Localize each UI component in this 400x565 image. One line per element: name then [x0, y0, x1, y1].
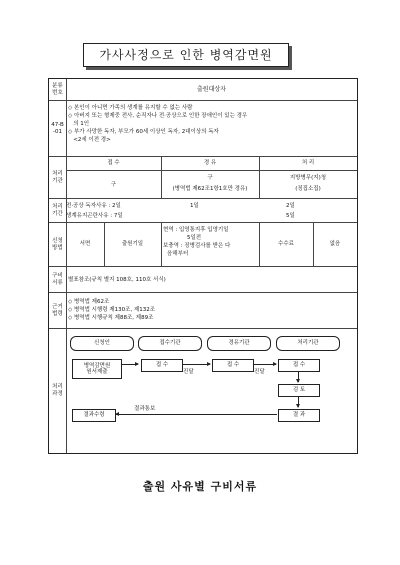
agency-via-note: (병역법 제62조1항1호만 경유) [172, 185, 248, 192]
process-header-receiver: 접수기관 [138, 336, 202, 351]
process-row [49, 329, 357, 453]
process-forward-label: 진달 [183, 369, 194, 375]
documents-row [49, 267, 357, 293]
legal-item: ◇ 병역법 시행령 제130조, 제132조 [68, 307, 156, 313]
period-label: 처리 기간 [49, 199, 67, 222]
period-proc: 5일 [286, 213, 295, 219]
applicant-heading: 출원대상자 [197, 86, 226, 93]
method-detail: 현역 : 입영통지후 입영기일 [163, 227, 229, 233]
page-title: 가사사정으로 인한 병역감면원 [83, 43, 289, 67]
process-result: 결 과 [278, 409, 320, 422]
process-proc-receive: 접 수 [278, 359, 320, 372]
process-header-via: 경유기관 [207, 336, 271, 351]
documents-label: 구비 서류 [49, 267, 67, 292]
agency-header-receive: 접 수 [107, 160, 120, 166]
eligibility-item: ◇ 본인이 아니면 가족의 생계를 유지할 수 없는 사람 [68, 105, 193, 111]
process-review: 검 토 [278, 384, 320, 397]
eligibility-item: <2세 이전 경> [68, 137, 111, 143]
legal-row [49, 293, 357, 329]
classification-label: 분류 번호 [49, 79, 67, 100]
process-header-processor: 처리기관 [276, 336, 340, 351]
process-forward-label: 진달 [254, 369, 265, 375]
agency-receive: 구 [110, 181, 117, 188]
process-receive: 접 수 [141, 359, 183, 372]
method-row [49, 223, 357, 267]
period-via: 1일 [190, 203, 199, 209]
process-label: 처리 과정 [49, 329, 67, 453]
eligibility-item: 의 1인 [68, 121, 90, 127]
period-desc: 생계유지곤란사유 : 7일 [66, 213, 123, 219]
legal-item: ◇ 병역법 제62조 [68, 299, 110, 305]
application-form [48, 78, 358, 454]
period-row [49, 199, 357, 223]
method-deadline-label: 출원기일 [121, 241, 144, 247]
legal-label: 근거 법령 [49, 293, 67, 328]
fee-label: 수수료 [278, 241, 294, 247]
footer-caption: 출원 사유별 구비서류 [142, 480, 258, 493]
agency-header-via: 경 유 [203, 160, 217, 166]
process-via-receive: 접 수 [212, 359, 254, 372]
process-notice-label: 결과통보 [134, 406, 156, 412]
method-label: 신청 방법 [49, 223, 67, 266]
agency-label: 처리 기관 [49, 157, 67, 198]
documents-text: 별표참조(규칙 별지 108호, 110호 서식) [68, 277, 166, 283]
legal-item: ◇ 병역법 시행규칙 제88조, 제89조 [68, 315, 154, 321]
eligibility-item: ◇ 부가 사망한 독자, 부모가 60세 이상인 독자, 2대이상의 독자 [68, 129, 219, 135]
form-header-row [49, 79, 357, 101]
agency-header-process: 처 리 [301, 160, 315, 166]
process-application-box: 병역감면원 원서제출 [72, 359, 122, 379]
period-desc: 전·공상 독자사유 : 2일 [66, 203, 121, 209]
method-detail: 보충역 : 징병검사를 받은 다 [163, 243, 231, 249]
eligibility-row [49, 101, 357, 157]
process-header-applicant: 신청인 [70, 336, 134, 351]
method-written: 서면 [79, 241, 91, 247]
method-detail: 음해부터 [167, 251, 189, 257]
agency-via: 구 [207, 174, 213, 181]
eligibility-item: ◇ 아버지 또는 형제중 전사, 순직자나 전·공상으로 인한 장애인이 있는 경우 [68, 113, 248, 119]
classification-number: 47-B -01 [49, 101, 67, 156]
period-proc: 2일 [286, 203, 295, 209]
agency-row [49, 157, 357, 199]
method-detail: 5일전 [187, 235, 202, 241]
process-result-receipt: 결과수령 [72, 409, 116, 422]
fee-value: 없음 [329, 241, 341, 247]
agency-process: 지방병무(지)청 [289, 174, 327, 181]
agency-process-note: (징집소집) [295, 185, 321, 192]
